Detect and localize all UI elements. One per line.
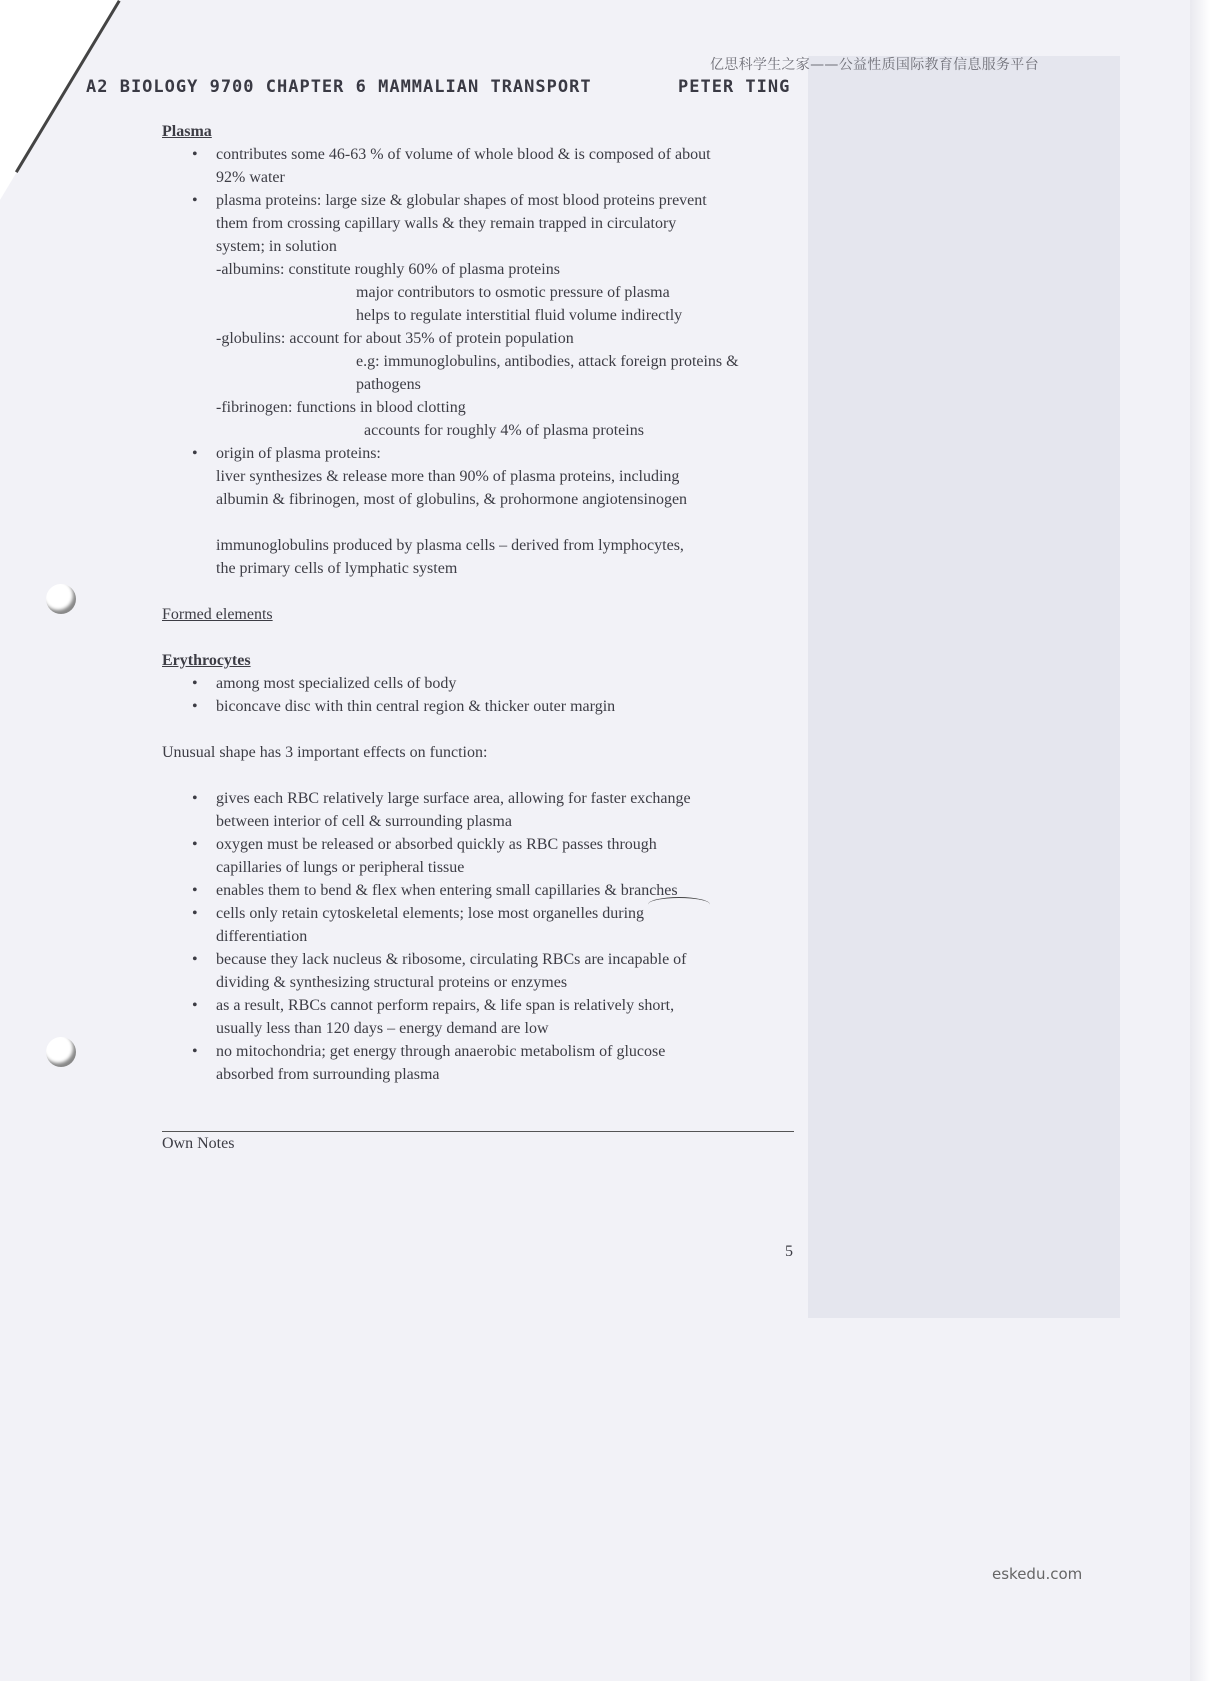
text-line: accounts for roughly 4% of plasma proteins [364, 422, 644, 439]
text-line: major contributors to osmotic pressure of plasma [356, 284, 670, 301]
text-line: • plasma proteins: large size & globular shapes of most blood proteins prevent [216, 192, 707, 209]
text-line: • enables them to bend & flex when entering small capillaries & branches [216, 882, 678, 899]
text-line: -fibrinogen: functions in blood clotting [216, 399, 466, 416]
header-author: PETER TING [678, 77, 791, 97]
formed-elements-heading: Formed elements [162, 606, 273, 623]
text-line: between interior of cell & surrounding plasma [216, 813, 512, 830]
text-line: • no mitochondria; get energy through anaerobic metabolism of glucose [216, 1043, 666, 1060]
text-line: immunoglobulins produced by plasma cells – derived from lymphocytes, [216, 537, 684, 554]
text-line: • origin of plasma proteins: [216, 445, 381, 462]
erythrocyte-list [162, 672, 802, 718]
list-item [162, 948, 802, 994]
list-item [162, 879, 802, 902]
page-edge [1190, 0, 1224, 1681]
effects-intro: Unusual shape has 3 important effects on function: [162, 744, 488, 761]
text-line: • cells only retain cytoskeletal elements; lose most organelles during [216, 905, 645, 922]
text-line: system; in solution [216, 238, 337, 255]
plasma-heading: Plasma [162, 123, 212, 140]
document-body [162, 120, 802, 1086]
watermark-bottom: eskedu.com [992, 1565, 1083, 1583]
own-notes-label: Own Notes [162, 1135, 235, 1152]
list-item [162, 833, 802, 879]
text-line: -albumins: constitute roughly 60% of plasma proteins [216, 261, 560, 278]
text-line: dividing & synthesizing structural proteins or enzymes [216, 974, 568, 991]
list-item: • biconcave disc with thin central region & thicker outer margin [162, 695, 802, 718]
text-line: • oxygen must be released or absorbed quickly as RBC passes through [216, 836, 657, 853]
text-line: e.g: immunoglobulins, antibodies, attack foreign proteins & [356, 353, 739, 370]
text-line: • because they lack nucleus & ribosome, circulating RBCs are incapable of [216, 951, 687, 968]
text-line: usually less than 120 days – energy demand are low [216, 1020, 549, 1037]
text-line: • gives each RBC relatively large surface area, allowing for faster exchange [216, 790, 691, 807]
text-line: pathogens [356, 376, 421, 393]
page-header [86, 77, 806, 97]
text-line: albumin & fibrinogen, most of globulins, & prohormone angiotensinogen [216, 491, 688, 508]
list-item: • among most specialized cells of body [162, 672, 802, 695]
plasma-list [162, 143, 802, 511]
immunoglobulin-note [162, 534, 802, 580]
list-item [162, 994, 802, 1040]
text-line: them from crossing capillary walls & they remain trapped in circulatory [216, 215, 677, 232]
text-line: liver synthesizes & release more than 90% of plasma proteins, including [216, 468, 680, 485]
list-item [162, 1040, 802, 1086]
erythrocytes-heading: Erythrocytes [162, 652, 251, 669]
notes-divider [162, 1131, 794, 1132]
text-line: 92% water [216, 169, 285, 186]
text-line: -globulins: account for about 35% of protein population [216, 330, 574, 347]
text-line: • as a result, RBCs cannot perform repairs, & life span is relatively short, [216, 997, 675, 1014]
text-line: the primary cells of lymphatic system [216, 560, 458, 577]
list-item [162, 787, 802, 833]
punch-hole-upper [46, 584, 76, 614]
faded-side-panel [808, 56, 1120, 1318]
effects-list [162, 787, 802, 1086]
text-line: absorbed from surrounding plasma [216, 1066, 440, 1083]
text-line: capillaries of lungs or peripheral tissue [216, 859, 465, 876]
text-line: helps to regulate interstitial fluid volume indirectly [356, 307, 683, 324]
pen-mark [648, 897, 710, 912]
list-item [162, 143, 802, 189]
text-line: differentiation [216, 928, 308, 945]
list-item [162, 189, 802, 442]
watermark-top: 亿思科学生之家——公益性质国际教育信息服务平台 [710, 57, 1039, 73]
text-line: • contributes some 46-63 % of volume of whole blood & is composed of about [216, 146, 711, 163]
punch-hole-lower [46, 1037, 76, 1067]
page-number: 5 [785, 1243, 793, 1260]
list-item [162, 442, 802, 511]
header-title: A2 BIOLOGY 9700 CHAPTER 6 MAMMALIAN TRANSPORT [86, 77, 592, 97]
